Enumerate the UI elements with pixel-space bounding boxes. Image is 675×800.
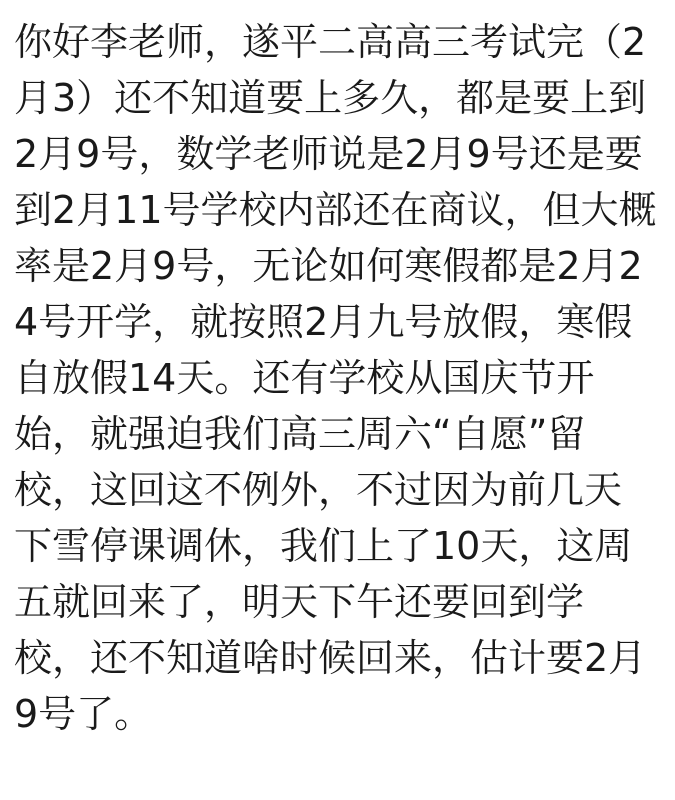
message-body-text: 你好李老师，遂平二高高三考试完（2月3）还不知道要上多久，都是要上到2月9号，数学老师说是2月9号还是要到2月11号学校内部还在商议，但大概率是2月9号，无论如何寒假都是2月24号开学，就按照2月九号放假，寒假自放假14天。还有学校从国庆节开始，就强迫我们高三周六“自愿”留校，这回这不例外，不过因为前几天下雪停课调休，我们上了10天，这周五就回来了，明天下午还要回到学校，还不知道啥时候回来，估计要2月9号了。	[14, 20, 657, 736]
